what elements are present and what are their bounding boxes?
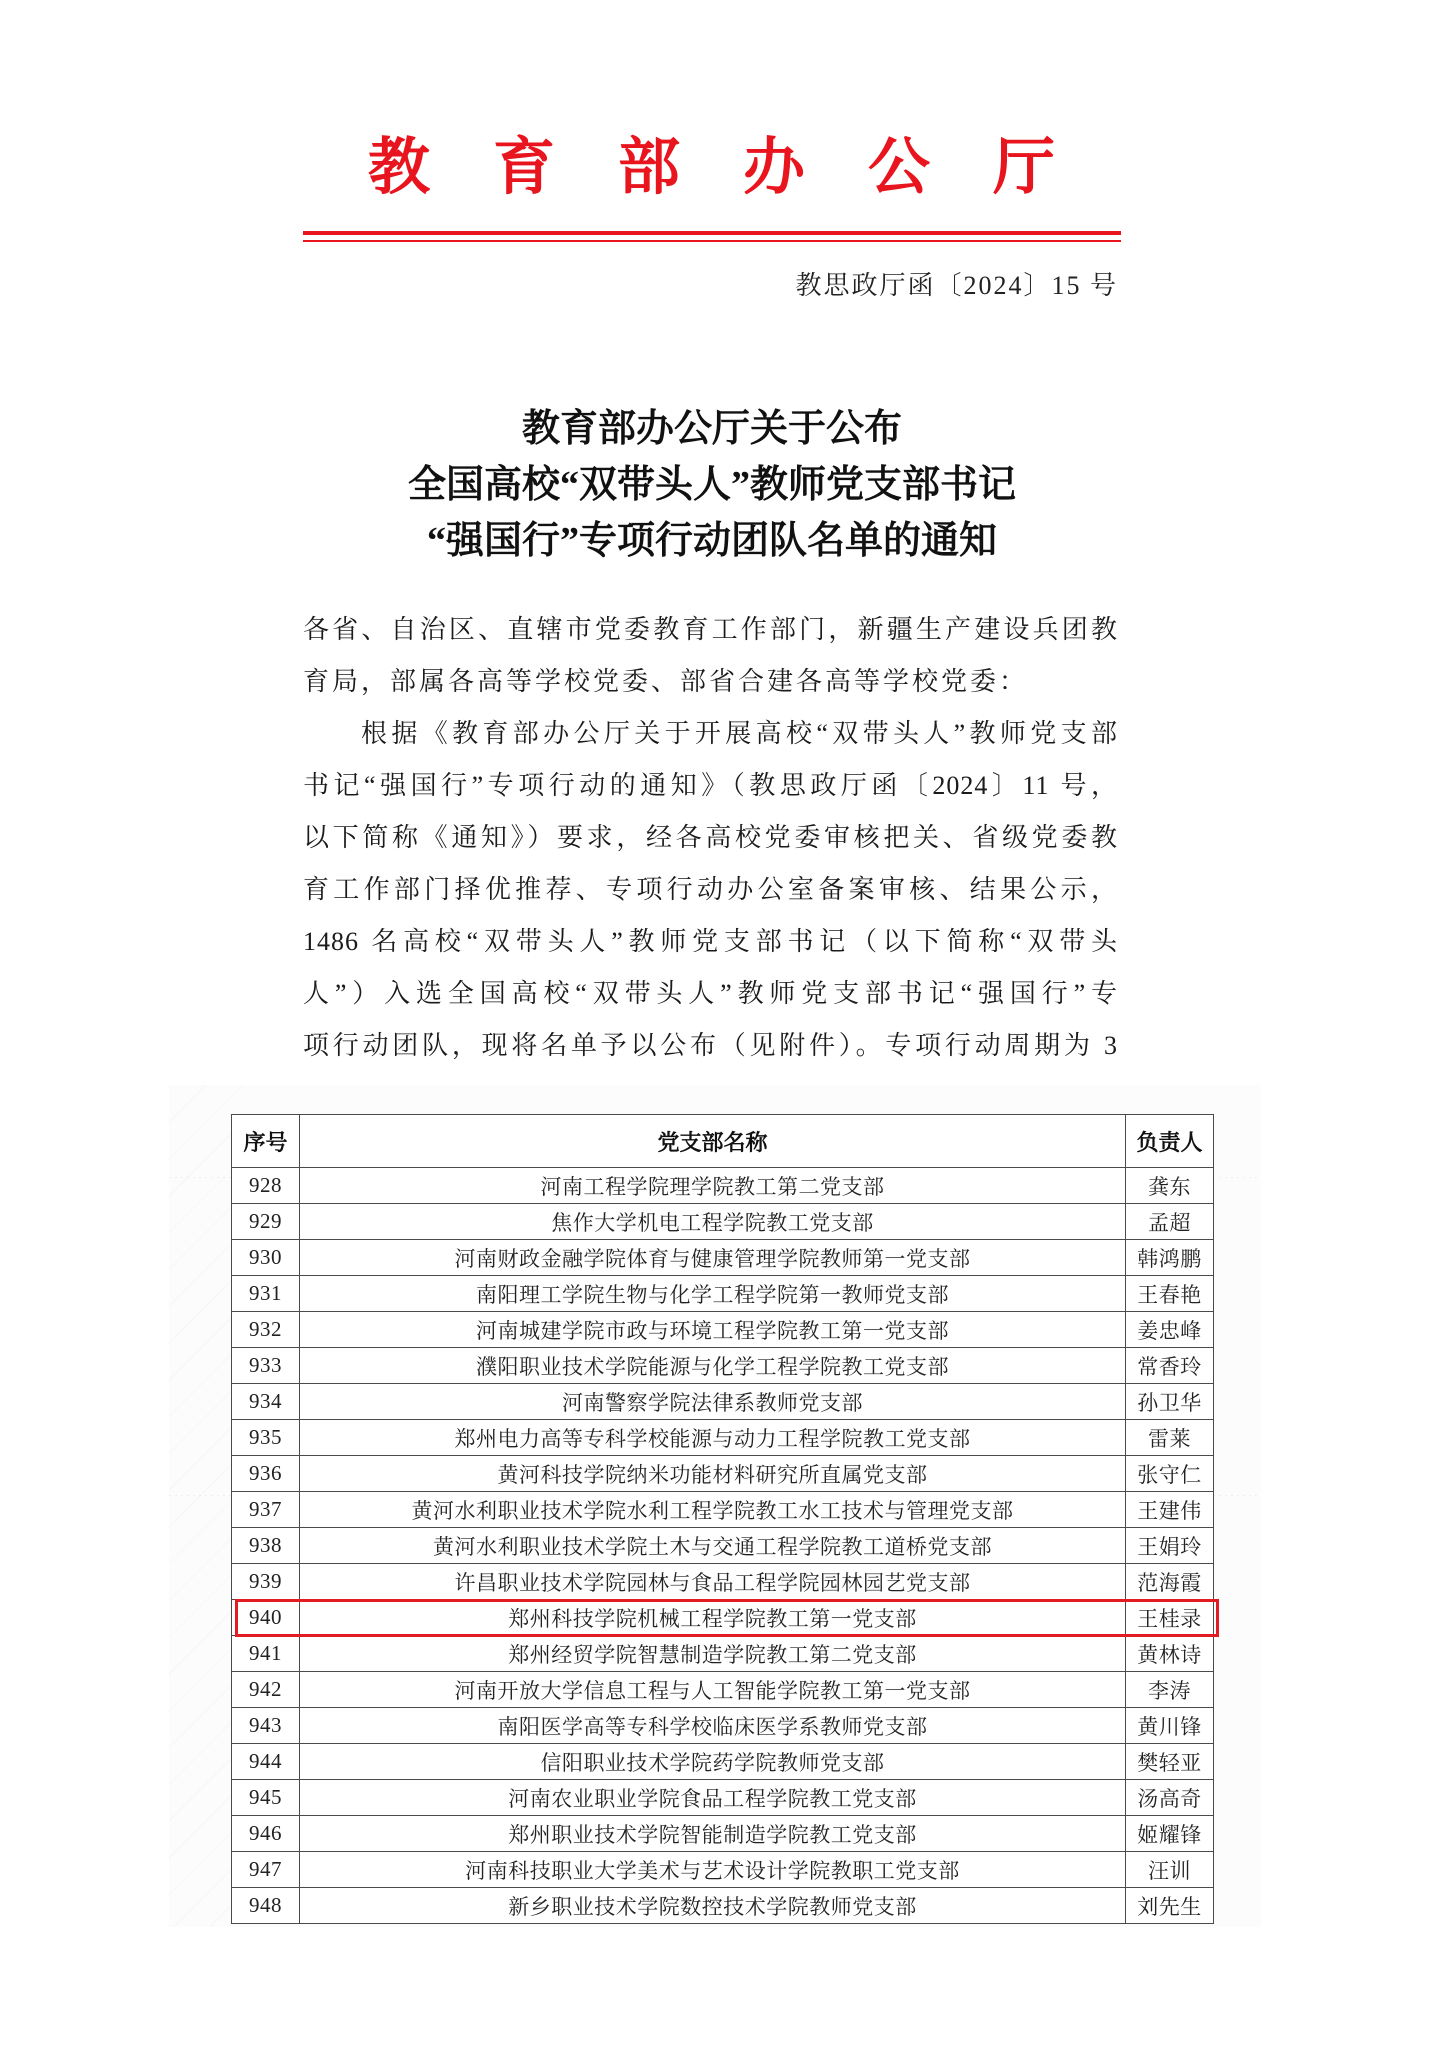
branch-name-cell: 南阳理工学院生物与化学工程学院第一教师党支部: [300, 1276, 1126, 1312]
leader-name-cell: 韩鸿鹏: [1126, 1240, 1214, 1276]
table-row: [232, 1384, 1214, 1420]
row-number-cell: 934: [232, 1384, 300, 1420]
leader-name-cell: 王桂录: [1126, 1600, 1214, 1636]
row-number-cell: 939: [232, 1564, 300, 1600]
leader-name-cell: 孙卫华: [1126, 1384, 1214, 1420]
leader-name-cell: 黄川锋: [1126, 1708, 1214, 1744]
branch-name-cell: 河南财政金融学院体育与健康管理学院教师第一党支部: [300, 1240, 1126, 1276]
row-number-cell: 929: [232, 1204, 300, 1240]
leader-name-cell: 雷莱: [1126, 1420, 1214, 1456]
row-number-cell: 938: [232, 1528, 300, 1564]
branch-name-cell: 郑州电力高等专科学校能源与动力工程学院教工党支部: [300, 1420, 1126, 1456]
table-row: [232, 1708, 1214, 1744]
row-number-cell: 946: [232, 1816, 300, 1852]
table-row: [232, 1744, 1214, 1780]
leader-name-cell: 张守仁: [1126, 1456, 1214, 1492]
body-line: 1486 名高校“双带头人”教师党支部书记（以下简称“双带头: [303, 927, 1118, 956]
letterhead-rule-thick: [303, 231, 1121, 235]
row-number-cell: 930: [232, 1240, 300, 1276]
body-line: 人”）入选全国高校“双带头人”教师党支部书记“强国行”专: [303, 979, 1118, 1008]
branch-name-cell: 信阳职业技术学院药学院教师党支部: [300, 1744, 1126, 1780]
row-number-cell: 937: [232, 1492, 300, 1528]
leader-name-cell: 姜忠峰: [1126, 1312, 1214, 1348]
leader-name-cell: 汤高奇: [1126, 1780, 1214, 1816]
table-row: [232, 1672, 1214, 1708]
table-row: [232, 1636, 1214, 1672]
table-header-row: [232, 1115, 1214, 1168]
leader-name-cell: 刘先生: [1126, 1888, 1214, 1924]
leader-name-cell: 常香玲: [1126, 1348, 1214, 1384]
branch-name-cell: 黄河水利职业技术学院水利工程学院教工水工技术与管理党支部: [300, 1492, 1126, 1528]
letterhead-title: 教育部办公厅: [368, 134, 1119, 202]
leader-name-cell: 王娟玲: [1126, 1528, 1214, 1564]
body-line: 项行动团队，现将名单予以公布（见附件）。专项行动周期为 3: [303, 1031, 1118, 1060]
leader-name-cell: 姬耀锋: [1126, 1816, 1214, 1852]
body-line: 以下简称《通知》）要求，经各高校党委审核把关、省级党委教: [303, 823, 1118, 852]
row-number-cell: 931: [232, 1276, 300, 1312]
leader-name-cell: 范海霞: [1126, 1564, 1214, 1600]
table-row: [232, 1852, 1214, 1888]
table-row: [232, 1528, 1214, 1564]
row-number-cell: 944: [232, 1744, 300, 1780]
row-number-cell: 928: [232, 1168, 300, 1204]
table-row: [232, 1780, 1214, 1816]
branch-list-table: [231, 1114, 1214, 1924]
row-number-cell: 943: [232, 1708, 300, 1744]
title-line: “强国行”专项行动团队名单的通知: [426, 520, 997, 562]
branch-name-cell: 郑州职业技术学院智能制造学院教工党支部: [300, 1816, 1126, 1852]
leader-name-cell: 王建伟: [1126, 1492, 1214, 1528]
table-row: [232, 1204, 1214, 1240]
table-row: [232, 1168, 1214, 1204]
body-line: 书记“强国行”专项行动的通知》（教思政厅函〔2024〕11 号，: [303, 771, 1118, 800]
table-row: [232, 1816, 1214, 1852]
document-title: [303, 401, 1121, 569]
table-row: [232, 1564, 1214, 1600]
column-header-branch-name: 党支部名称: [300, 1115, 1126, 1168]
title-line: 全国高校“双带头人”教师党支部书记: [407, 464, 1016, 506]
document-body: [303, 604, 1118, 1072]
row-number-cell: 948: [232, 1888, 300, 1924]
row-number-cell: 947: [232, 1852, 300, 1888]
leader-name-cell: 王春艳: [1126, 1276, 1214, 1312]
branch-name-cell: 河南工程学院理学院教工第二党支部: [300, 1168, 1126, 1204]
row-number-cell: 935: [232, 1420, 300, 1456]
branch-name-cell: 濮阳职业技术学院能源与化学工程学院教工党支部: [300, 1348, 1126, 1384]
letterhead-rule-thin: [303, 240, 1121, 242]
leader-name-cell: 孟超: [1126, 1204, 1214, 1240]
row-number-cell: 942: [232, 1672, 300, 1708]
branch-name-cell: 黄河水利职业技术学院土木与交通工程学院教工道桥党支部: [300, 1528, 1126, 1564]
leader-name-cell: 李涛: [1126, 1672, 1214, 1708]
body-line: 育工作部门择优推荐、专项行动办公室备案审核、结果公示，: [303, 875, 1118, 904]
branch-name-cell: 河南警察学院法律系教师党支部: [300, 1384, 1126, 1420]
document-number: 教思政厅函〔2024〕15 号: [795, 271, 1118, 300]
table-row: [232, 1312, 1214, 1348]
row-number-cell: 932: [232, 1312, 300, 1348]
table-row: [232, 1600, 1214, 1636]
table-header: [232, 1115, 1214, 1168]
branch-name-cell: 许昌职业技术学院园林与食品工程学院园林园艺党支部: [300, 1564, 1126, 1600]
branch-list-table-container: [231, 1114, 1213, 1924]
table-row: [232, 1420, 1214, 1456]
table-row: [232, 1240, 1214, 1276]
branch-name-cell: 新乡职业技术学院数控技术学院教师党支部: [300, 1888, 1126, 1924]
row-number-cell: 933: [232, 1348, 300, 1384]
branch-name-cell: 黄河科技学院纳米功能材料研究所直属党支部: [300, 1456, 1126, 1492]
row-number-cell: 945: [232, 1780, 300, 1816]
column-header-leader: 负责人: [1126, 1115, 1214, 1168]
row-number-cell: 941: [232, 1636, 300, 1672]
branch-name-cell: 河南城建学院市政与环境工程学院教工第一党支部: [300, 1312, 1126, 1348]
table-row: [232, 1276, 1214, 1312]
table-row: [232, 1888, 1214, 1924]
branch-name-cell: 郑州经贸学院智慧制造学院教工第二党支部: [300, 1636, 1126, 1672]
table-row: [232, 1492, 1214, 1528]
table-row: [232, 1348, 1214, 1384]
column-header-number: 序号: [232, 1115, 300, 1168]
branch-name-cell: 河南科技职业大学美术与艺术设计学院教职工党支部: [300, 1852, 1126, 1888]
leader-name-cell: 汪训: [1126, 1852, 1214, 1888]
leader-name-cell: 黄林诗: [1126, 1636, 1214, 1672]
leader-name-cell: 龚东: [1126, 1168, 1214, 1204]
body-line: 育局，部属各高等学校党委、部省合建各高等学校党委：: [303, 667, 1029, 696]
row-number-cell: 940: [232, 1600, 300, 1636]
table-row: [232, 1456, 1214, 1492]
branch-name-cell: 河南开放大学信息工程与人工智能学院教工第一党支部: [300, 1672, 1126, 1708]
table-body: [232, 1168, 1214, 1924]
leader-name-cell: 樊轻亚: [1126, 1744, 1214, 1780]
branch-name-cell: 南阳医学高等专科学校临床医学系教师党支部: [300, 1708, 1126, 1744]
body-line: 根据《教育部办公厅关于开展高校“双带头人”教师党支部: [361, 719, 1118, 748]
branch-name-cell: 焦作大学机电工程学院教工党支部: [300, 1204, 1126, 1240]
branch-name-cell: 河南农业职业学院食品工程学院教工党支部: [300, 1780, 1126, 1816]
title-line: 教育部办公厅关于公布: [521, 408, 902, 450]
branch-name-cell: 郑州科技学院机械工程学院教工第一党支部: [300, 1600, 1126, 1636]
body-line: 各省、自治区、直辖市党委教育工作部门，新疆生产建设兵团教: [303, 615, 1118, 644]
row-number-cell: 936: [232, 1456, 300, 1492]
